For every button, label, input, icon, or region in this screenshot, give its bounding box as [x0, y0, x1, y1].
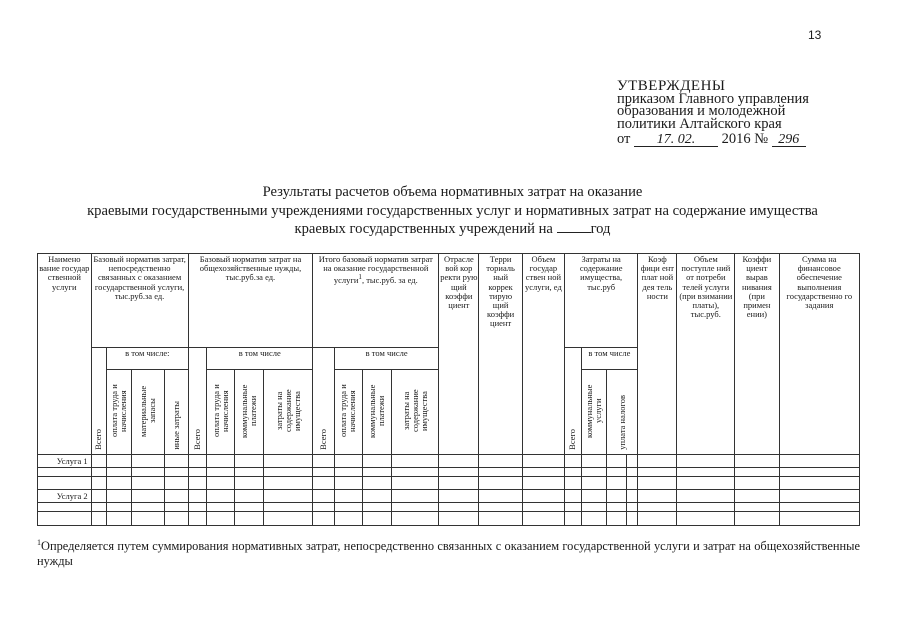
- header-territorial-coef: Терри ториаль ный коррек тирую щий коэффи циент: [479, 254, 522, 455]
- approval-stamp: [617, 80, 809, 147]
- header-total-2: Всего: [188, 348, 207, 455]
- sub-pay-3: оплата труда и начисления: [335, 370, 363, 455]
- header-base-general: Базовый норматив затрат на общехозяйственные нужды, тыс.руб.за ед.: [188, 254, 313, 348]
- header-incl-2: в том числе: [207, 348, 313, 370]
- sub-pay-1: оплата труда и начисления: [107, 370, 132, 455]
- header-sum: Сумма на финансовое обеспечение выполнения государственно го задания: [779, 254, 859, 455]
- handwritten-date: 17. 02.: [634, 134, 718, 147]
- approval-line-3: политики Алтайского края: [617, 115, 782, 132]
- row-label-1: Услуга 1: [38, 455, 92, 468]
- from-label: от: [617, 131, 631, 147]
- approval-date-line: [617, 133, 809, 147]
- sub-property-1: затраты на содержание имущества: [263, 370, 313, 455]
- approval-heading: УТВЕРЖДЕНЫ: [617, 78, 726, 94]
- sub-utilities-1: коммунальные платежи: [234, 370, 263, 455]
- title-line-1: Результаты расчетов объема нормативных затрат на оказание: [262, 184, 643, 200]
- calculation-table: [37, 253, 860, 526]
- approval-line-2: образования и молодежной: [617, 103, 786, 119]
- sub-materials: материальные запасы: [131, 370, 164, 455]
- sub-pay-2: оплата труда и начисления: [207, 370, 235, 455]
- header-service-name: Наимено вание государ ственной услуги: [38, 254, 92, 455]
- title-line-3-pre: краевых государственных учреждений на: [294, 221, 553, 237]
- sub-utilities-2: коммунальные платежи: [362, 370, 391, 455]
- header-leveling-coef: Коэффи циент вырав нивания (при примен ении): [735, 254, 779, 455]
- page-number: 13: [808, 28, 822, 42]
- table-row: [38, 477, 860, 490]
- header-paid-coef: Коэф фици ент плат ной дея тель ности: [638, 254, 677, 455]
- header-incl-4: в том числе: [581, 348, 638, 370]
- table-row: [38, 503, 860, 512]
- header-total-4: Всего: [565, 348, 582, 455]
- title-line-2: краевыми государственными учреждениями государственных услуг и нормативных затрат на содержание имущества: [87, 203, 818, 219]
- title-line-3: [0, 221, 905, 237]
- header-total-1: Всего: [91, 348, 106, 455]
- table-row: [38, 512, 860, 526]
- header-incl-3: в том числе: [335, 348, 439, 370]
- header-total-3: Всего: [313, 348, 335, 455]
- header-revenue: Объем поступле ний от потреби телей услуги (при взимании платы), тыс.руб.: [677, 254, 735, 455]
- year-blank: [557, 221, 591, 233]
- header-property: Затраты на содержание имущества, тыс.руб: [565, 254, 638, 348]
- sub-utilities-3: коммунальные услуги: [581, 370, 607, 455]
- table-row: [38, 468, 860, 477]
- footnote: $^1$Определяется путем суммирования нормативных затрат, непосредственно связанных с оказанием государственной услуги и затрат на общехозяйственные нужды: [37, 538, 860, 569]
- row-label-2: Услуга 2: [38, 490, 92, 503]
- sub-taxes: уплата налогов: [607, 370, 638, 455]
- sub-other: иные затраты: [164, 370, 188, 455]
- header-base-direct: Базовый норматив затрат, непосредственно связанных с оказанием государственной услуги, тыс.руб.за ед.: [91, 254, 188, 348]
- header-incl-1: в том числе:: [107, 348, 188, 370]
- table-row: [38, 490, 860, 503]
- table-row: [38, 455, 860, 468]
- approval-line-1: приказом Главного управления: [617, 90, 809, 107]
- header-volume: Объем государ ствен ной услуги, ед: [522, 254, 564, 455]
- handwritten-number: 296: [772, 134, 806, 147]
- year-label: 2016 №: [721, 131, 769, 147]
- header-total-base: Итого базовый норматив затрат на оказание государственной услуги$^1$, тыс.руб. за ед.: [313, 254, 439, 348]
- header-industry-coef: Отрасле вой кор ректи рую щий коэффи циент: [439, 254, 479, 455]
- sub-property-2: затраты на содержание имущества: [391, 370, 438, 455]
- title-line-3-post: год: [590, 221, 611, 237]
